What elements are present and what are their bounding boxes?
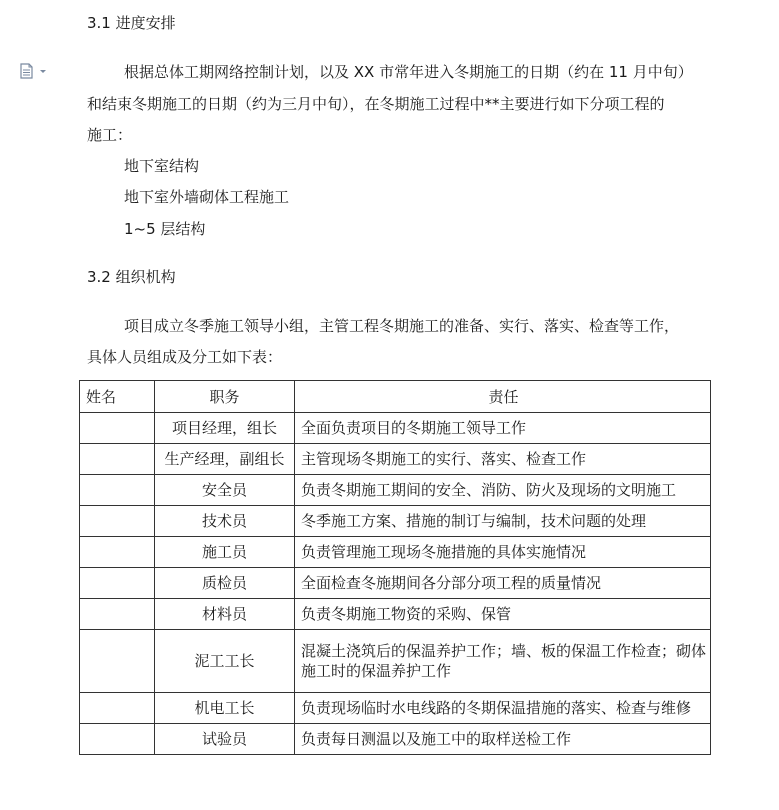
name-cell [80,630,155,693]
name-cell [80,724,155,755]
paragraph-line: 项目成立冬季施工领导小组，主管工程冬期施工的准备、实行、落实、检查等工作， [124,317,680,335]
paragraph-line: 和结束冬期施工的日期（约为三月中旬），在冬期施工过程中**主要进行如下分项工程的 [87,95,665,113]
name-cell [80,537,155,568]
role-cell: 生产经理，副组长 [155,444,295,475]
list-item: 地下室结构 [124,157,200,175]
column-header-name: 姓名 [80,381,155,413]
table-row [80,413,711,444]
duty-cell: 全面负责项目的冬期施工领导工作 [295,413,711,444]
column-header-duty: 责任 [295,381,711,413]
table-row [80,693,711,724]
list-item: 1~5 层结构 [124,220,206,238]
role-cell: 施工员 [155,537,295,568]
table-row [80,444,711,475]
name-cell [80,444,155,475]
list-item: 地下室外墙砌体工程施工 [124,188,290,206]
name-cell [80,413,155,444]
table-row [80,475,711,506]
duty-cell: 负责管理施工现场冬施措施的具体实施情况 [295,537,711,568]
duty-cell: 负责冬期施工期间的安全、消防、防火及现场的文明施工 [295,475,711,506]
table-row [80,506,711,537]
table-row [80,537,711,568]
section-heading-progress: 3.1 进度安排 [87,14,176,32]
table-row [80,568,711,599]
role-cell: 泥工工长 [155,630,295,693]
paragraph-line: 根据总体工期网络控制计划，以及 XX 市常年进入冬期施工的日期（约在 11 月中旬） [124,63,693,81]
role-cell: 试验员 [155,724,295,755]
paragraph-menu-button[interactable] [18,63,48,79]
table-row [80,599,711,630]
duty-cell: 主管现场冬期施工的实行、落实、检查工作 [295,444,711,475]
role-cell: 安全员 [155,475,295,506]
role-cell: 技术员 [155,506,295,537]
duty-cell: 混凝土浇筑后的保温养护工作；墙、板的保温工作检查；砌体施工时的保温养护工作 [295,630,711,693]
name-cell [80,475,155,506]
section-heading-organization: 3.2 组织机构 [87,268,176,286]
duty-cell: 全面检查冬施期间各分部分项工程的质量情况 [295,568,711,599]
name-cell [80,599,155,630]
duty-cell: 负责冬期施工物资的采购、保管 [295,599,711,630]
table-row [80,630,711,693]
role-cell: 项目经理，组长 [155,413,295,444]
role-cell: 材料员 [155,599,295,630]
table-header-row [80,381,711,413]
roles-table [79,380,711,755]
name-cell [80,693,155,724]
role-cell: 机电工长 [155,693,295,724]
table-row [80,724,711,755]
role-cell: 质检员 [155,568,295,599]
name-cell [80,506,155,537]
duty-cell: 冬季施工方案、措施的制订与编制，技术问题的处理 [295,506,711,537]
duty-cell: 负责每日测温以及施工中的取样送检工作 [295,724,711,755]
column-header-role: 职务 [155,381,295,413]
paragraph-line: 具体人员组成及分工如下表： [87,348,283,366]
paragraph-line: 施工： [87,126,133,144]
chevron-down-icon [39,69,47,75]
duty-cell: 负责现场临时水电线路的冬期保温措施的落实、检查与维修 [295,693,711,724]
name-cell [80,568,155,599]
